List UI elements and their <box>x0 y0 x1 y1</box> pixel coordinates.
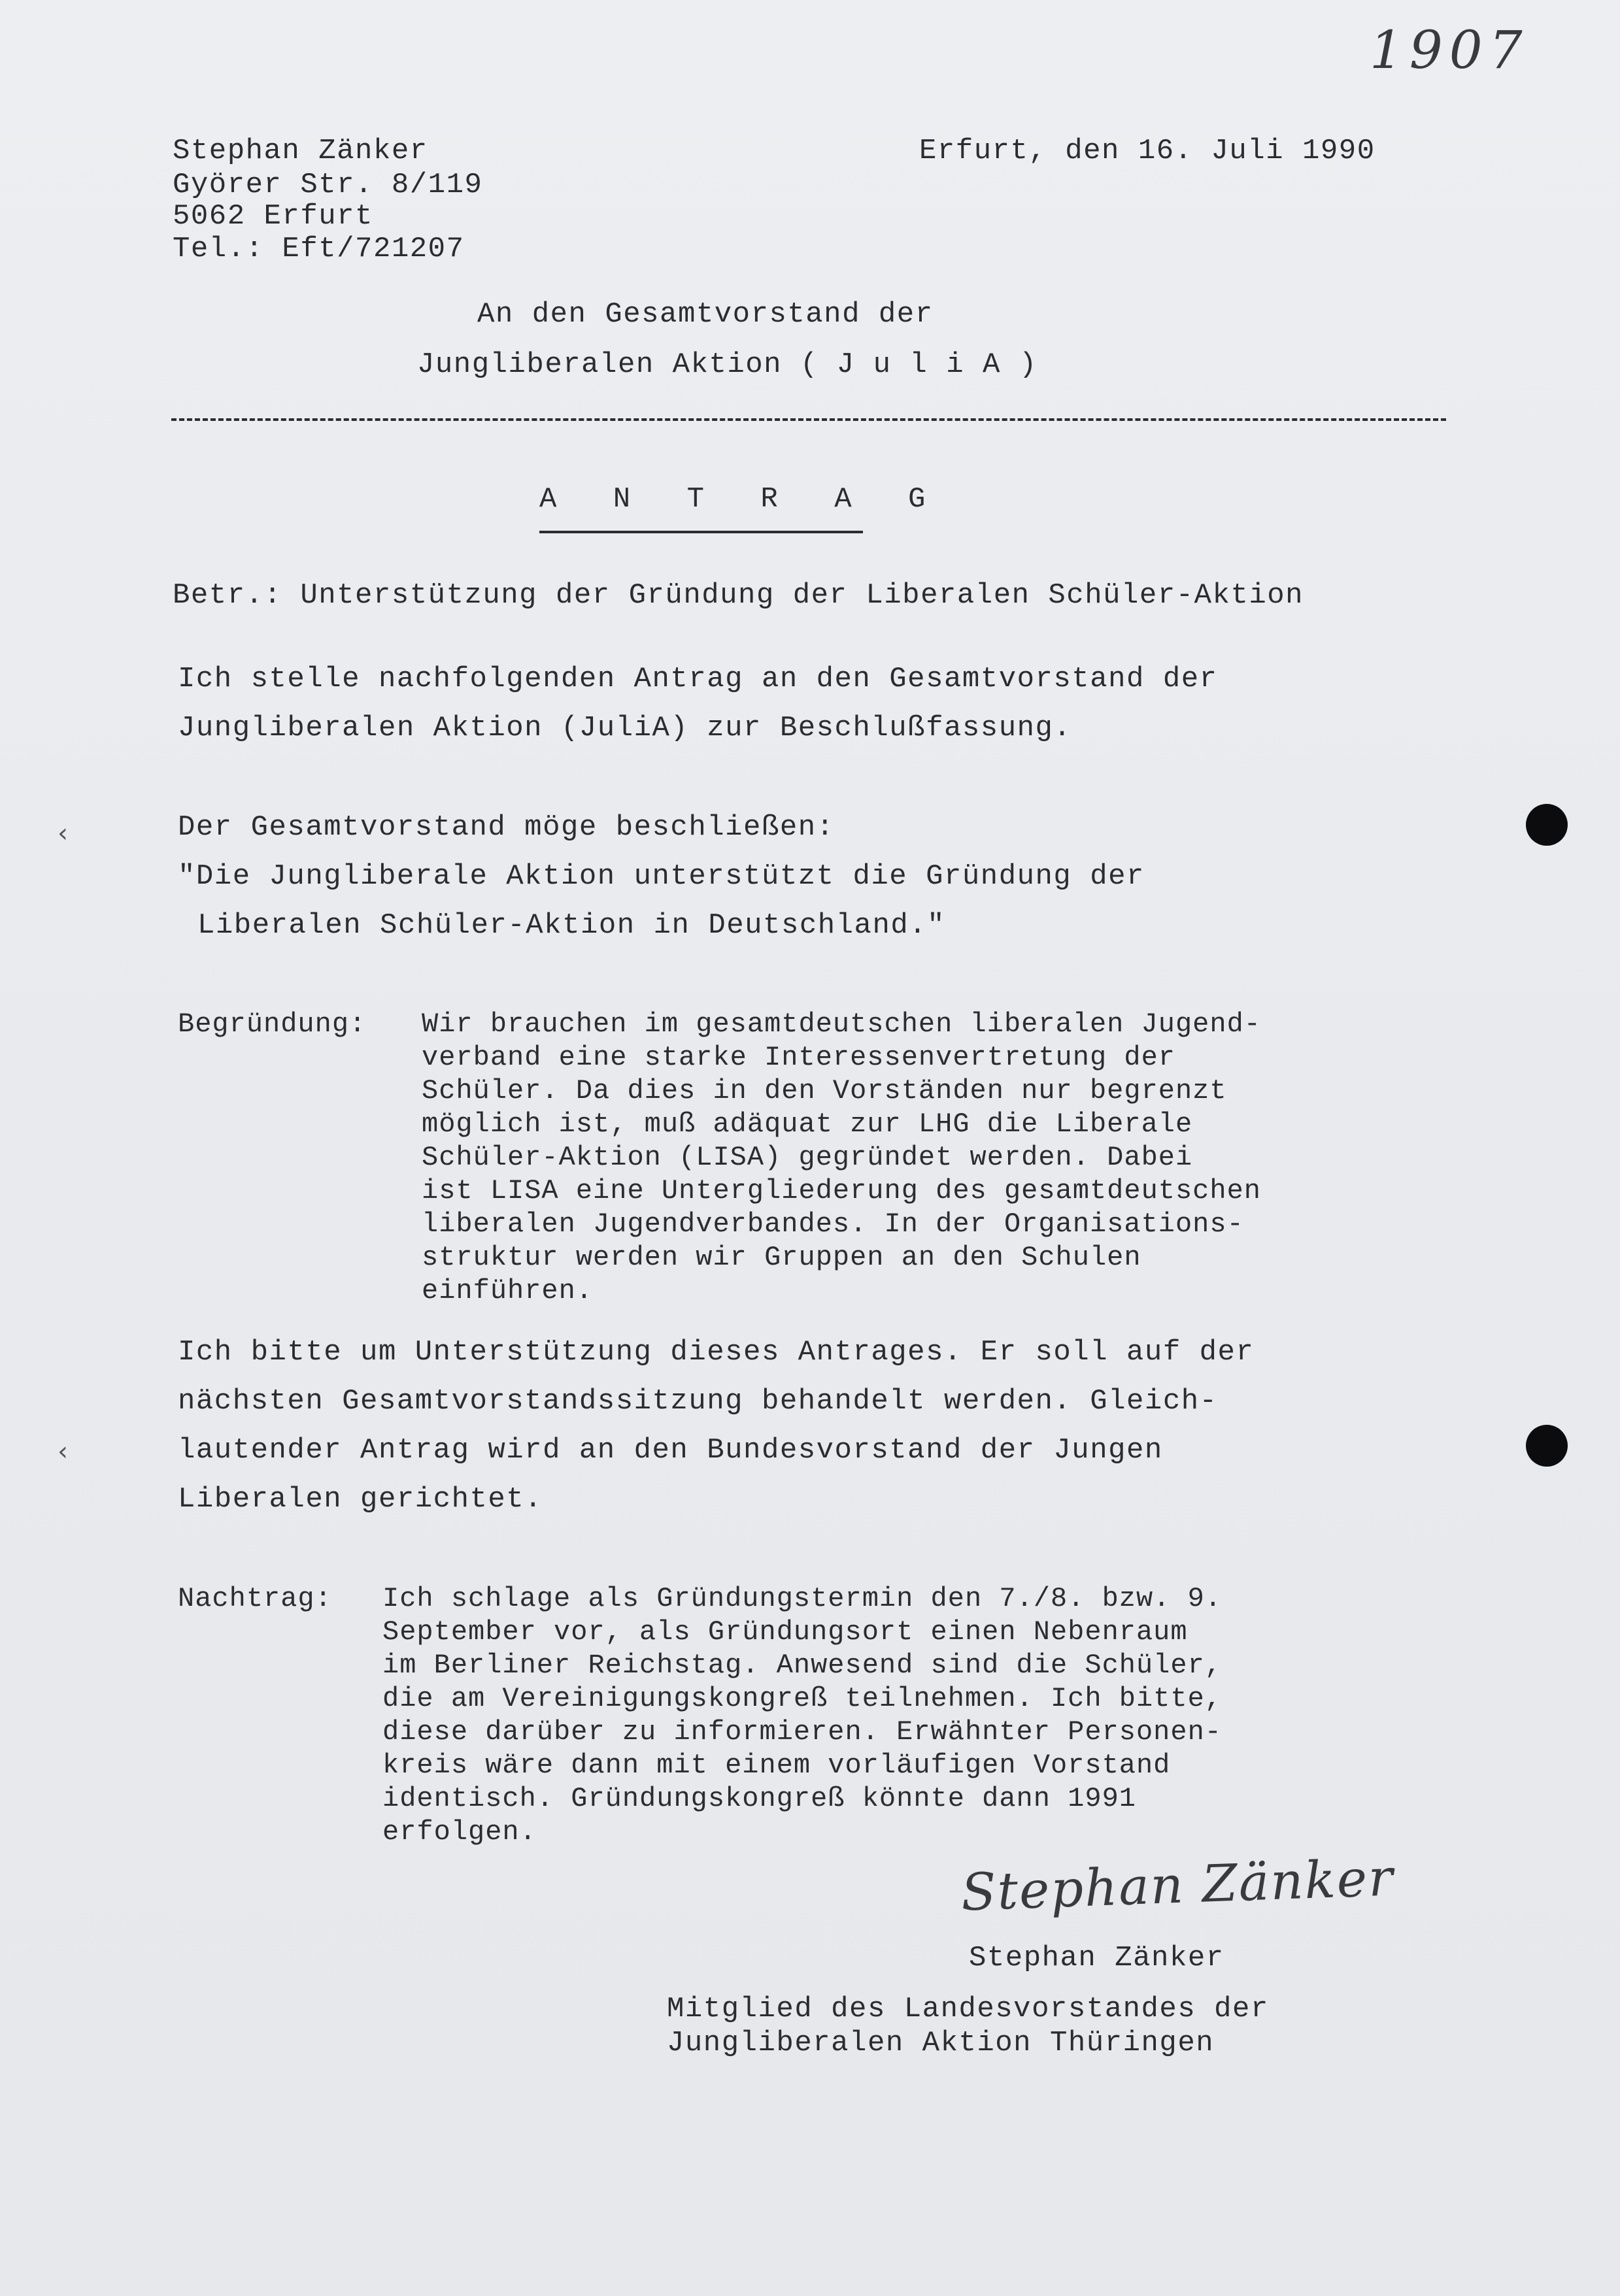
addendum-line: Ich schlage als Gründungstermin den 7./8. bzw. 9. <box>382 1583 1223 1614</box>
document-title: A N T R A G <box>539 483 945 516</box>
punch-hole-bottom <box>1526 1425 1568 1467</box>
addendum-line: die am Vereinigungskongreß teilnehmen. Ich bitte, <box>382 1683 1223 1714</box>
subject-line: Betr.: Unterstützung der Gründung der Liberalen Schüler-Aktion <box>173 579 1304 612</box>
intro-line-2: Jungliberalen Aktion (JuliA) zur Beschlußfassung. <box>178 712 1072 744</box>
margin-mark: ‹ <box>58 1437 68 1467</box>
archive-number: 1907 <box>1370 20 1529 80</box>
reasoning-line: ist LISA eine Untergliederung des gesamtdeutschen <box>422 1175 1262 1206</box>
date-line: Erfurt, den 16. Juli 1990 <box>919 135 1375 167</box>
addendum-line: kreis wäre dann mit einem vorläufigen Vorstand <box>382 1750 1171 1781</box>
signatory-role-line-2: Jungliberalen Aktion Thüringen <box>667 2027 1215 2059</box>
sender-name: Stephan Zänker <box>173 135 428 167</box>
addendum-label: Nachtrag: <box>178 1583 332 1614</box>
title-underline <box>539 531 863 533</box>
reasoning-label: Begründung: <box>178 1008 367 1040</box>
request-line: Liberalen gerichtet. <box>178 1483 543 1516</box>
addendum-line: identisch. Gründungskongreß könnte dann 1991 <box>382 1783 1136 1814</box>
sender-phone: Tel.: Eft/721207 <box>173 233 465 265</box>
signatory-name: Stephan Zänker <box>969 1942 1224 1974</box>
reasoning-line: struktur werden wir Gruppen an den Schulen <box>422 1242 1141 1273</box>
reasoning-line: verband eine starke Interessenvertretung der <box>422 1042 1175 1073</box>
recipient-line-1: An den Gesamtvorstand der <box>477 298 934 331</box>
reasoning-line: Wir brauchen im gesamtdeutschen liberalen Jugend- <box>422 1008 1262 1040</box>
intro-line-1: Ich stelle nachfolgenden Antrag an den Gesamtvorstand der <box>178 663 1218 695</box>
signatory-role-line-1: Mitglied des Landesvorstandes der <box>667 1993 1269 2025</box>
request-line: nächsten Gesamtvorstandssitzung behandelt werden. Gleich- <box>178 1385 1218 1418</box>
resolution-line-2: Liberalen Schüler-Aktion in Deutschland." <box>197 909 946 942</box>
request-line: lautender Antrag wird an den Bundesvorstand der Jungen <box>178 1434 1163 1467</box>
handwritten-signature: Stephan Zänker <box>960 1848 1395 1923</box>
addendum-line: September vor, als Gründungsort einen Nebenraum <box>382 1616 1188 1648</box>
request-line: Ich bitte um Unterstützung dieses Antrages. Er soll auf der <box>178 1336 1255 1369</box>
addendum-line: im Berliner Reichstag. Anwesend sind die Schüler, <box>382 1650 1223 1681</box>
recipient-line-2: Jungliberalen Aktion ( J u l i A ) <box>417 348 1038 381</box>
resolution-intro: Der Gesamtvorstand möge beschließen: <box>178 811 835 844</box>
resolution-line-1: "Die Jungliberale Aktion unterstützt die Gründung der <box>178 860 1145 893</box>
addendum-line: diese darüber zu informieren. Erwähnter Personen- <box>382 1716 1223 1748</box>
margin-mark: ‹ <box>58 818 68 848</box>
reasoning-line: einführen. <box>422 1275 594 1306</box>
punch-hole-top <box>1526 804 1568 846</box>
reasoning-line: Schüler-Aktion (LISA) gegründet werden. Dabei <box>422 1142 1193 1173</box>
sender-street: Györer Str. 8/119 <box>173 169 483 201</box>
separator-dashed-line <box>171 418 1446 421</box>
sender-city: 5062 Erfurt <box>173 200 373 233</box>
addendum-line: erfolgen. <box>382 1816 537 1848</box>
reasoning-line: liberalen Jugendverbandes. In der Organisations- <box>422 1208 1244 1240</box>
reasoning-line: möglich ist, muß adäquat zur LHG die Liberale <box>422 1108 1193 1140</box>
reasoning-line: Schüler. Da dies in den Vorständen nur begrenzt <box>422 1075 1227 1106</box>
